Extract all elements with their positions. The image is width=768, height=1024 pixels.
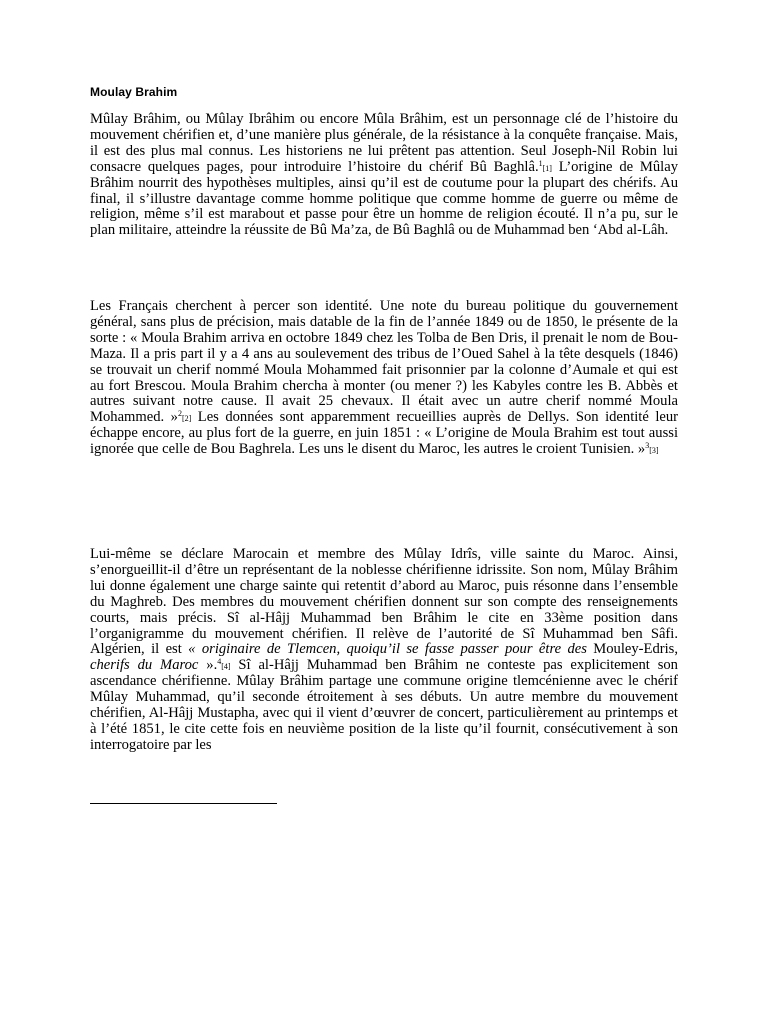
footnote-link-3[interactable]: [3] xyxy=(649,446,659,456)
paragraph-1 xyxy=(90,112,678,239)
paragraph-3-text-a: Lui-même se déclare Marocain et membre des Mûlay Idrîs, ville sainte du Maroc. Ainsi, s’enorgueillit-il d’être un représentant de la noblesse chérifienne idrissite. Son nom, Mûlay Brâhim lui donne également une charge sainte qui retentit d’abord au Maroc, puis résonne dans l’ensemble du Maghreb. Des membres du mouvement chérifien donnent sur son compte des renseignements courts, mais précis. Sî al-Hâjj Muhammad ben Brâhim le cite en 33ème position dans l’organigramme du mouvement chérifien. Il relève de l’autorité de Sî Muhammad ben Sâfi. Algérien, il est xyxy=(90,546,678,658)
paragraph-1-text-a: Mûlay Brâhim, ou Mûlay Ibrâhim ou encore Mûla Brâhim, est un personnage clé de l’histoire du mouvement chérifien et, d’une manière plus générale, de la résistance à la conquête française. Mais, il est des plus mal connus. Les historiens ne lui prêtent pas attention. Seul Joseph-Nil Robin lui consacre quelques pages, pour introduire l’histoire du chérif Bû Baghlâ. xyxy=(90,111,678,175)
footnote-link-1[interactable]: [1] xyxy=(542,163,552,173)
paragraph-3-quote-end: cherifs du Maroc xyxy=(90,657,199,674)
paragraph-3-quote-close: ». xyxy=(198,657,218,674)
paragraph-3-text-b: Sî al-Hâjj Muhammad ben Brâhim ne conteste pas explicitement son ascendance chérifienne. Mûlay Brâhim partage une commune origine tlemcénienne avec le chérif Mûlay Muhammad, qu’il seconde étroitement à ses débuts. Un autre membre du mouvement chérifien, Al-Hâjj Mustapha, avec qui il vient d’œuvrer de concert, particulièrement au printemps et à l’été 1851, le cite cette fois en neuvième position de la liste qu’il fournit, consécutivement à son interrogatoire par les xyxy=(90,657,678,753)
footnote-ref-3: 3 xyxy=(645,441,650,451)
footnote-ref-2: 2 xyxy=(177,409,182,419)
paragraph-1-text-b: L’origine de Mûlay Brâhim nourrit des hypothèses multiples, ainsi qu’il est de coutume pour la plupart des chérifs. Au final, il s’illustre davantage comme homme politique que comme homme de guerre ou même de religion, même s’il est marabout et passe pour être un homme de religion écouté. Il n’a pu, sur le plan militaire, atteindre la réussite de Bû Ma’za, de Bû Baghlâ ou de Muhammad ben ‘Abd al-Lâh. xyxy=(90,158,678,239)
paragraph-2 xyxy=(90,299,678,458)
footnote-link-2[interactable]: [2] xyxy=(181,414,192,424)
paragraph-3 xyxy=(90,547,678,754)
paragraph-2-text-b: Les données sont apparemment recueillies auprès de Dellys. Son identité leur échappe encore, au plus fort de la guerre, en juin 1851 : « L’origine de Moula Brahim est tout aussi ignorée que celle de Bou Baghrela. Les uns le disent du Maroc, les autres le croient Tunisien. » xyxy=(90,409,679,458)
paragraph-2-text-a: Les Français cherchent à percer son identité. Une note du bureau politique du gouvernement général, sans plus de précision, mais datable de la fin de l’année 1849 ou de 1850, le présente de la sorte : « Moula Brahim arriva en octobre 1849 chez les Tolba de Ben Dris, il prenait le nom de Bou-Maza. Il a pris part il y a 4 ans au soulevement des tribus de l’Oued Sahel à la tête desquels (1846) se trouvait un cherif nommé Moula Mohammed fait prisonnier par la colonne d’Aumale et qui est au fort Brescou. Moula Brahim chercha à monter (ou mener ?) les Kabyles contre les B. Abbès et autres suivant notre cause. Il avait 25 chevaux. Il était avec un autre cherif nommé Moula Mohammed. » xyxy=(90,298,678,426)
footnote-link-4[interactable]: [4] xyxy=(221,662,231,672)
document-title: Moulay Brahim xyxy=(90,85,178,99)
footnote-separator xyxy=(90,803,277,804)
footnote-ref-4: 4 xyxy=(217,657,222,667)
paragraph-3-quote-mid: Mouley-Edris, xyxy=(586,641,678,658)
footnote-ref-1: 1 xyxy=(538,158,543,168)
paragraph-3-quote: « originaire de Tlemcen, quoiqu’il se fasse passer pour être des xyxy=(188,641,587,658)
